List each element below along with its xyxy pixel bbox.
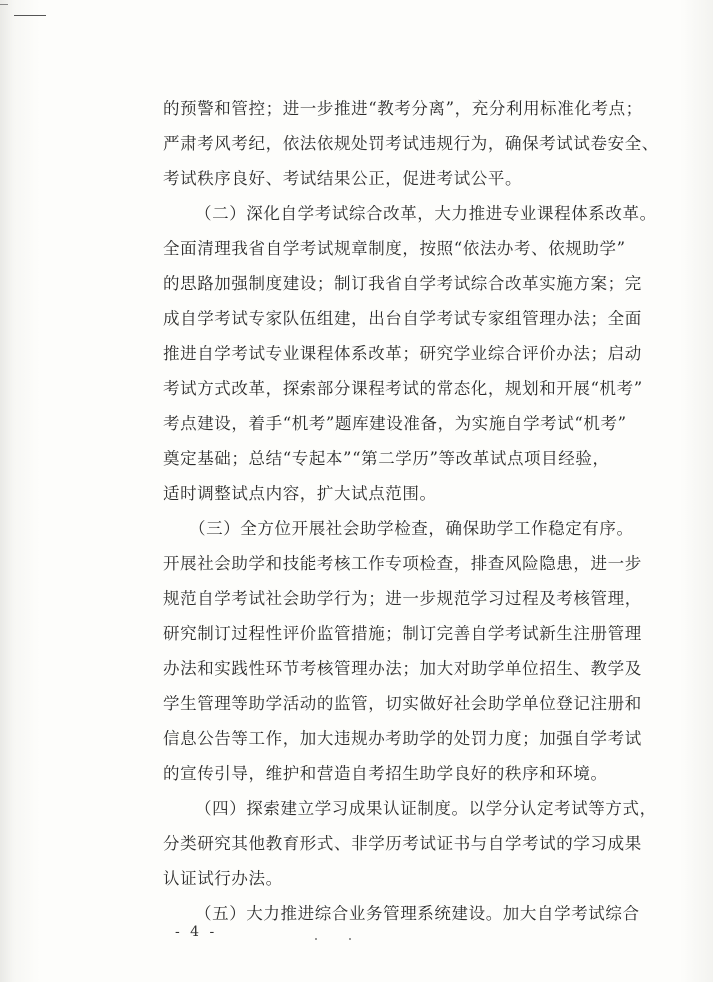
text-line: 认证试行办法。 — [163, 869, 283, 888]
page-number: - 4 - — [175, 924, 218, 940]
text-line: 学生管理等助学活动的监管，切实做好社会助学单位登记注册和 — [163, 694, 642, 713]
scan-artifact-mark — [0, 4, 8, 5]
section-heading-5: （五）大力推进综合业务管理系统建设。加大自学考试综合 — [195, 904, 640, 923]
scan-artifact-line — [14, 15, 46, 16]
text-line: 适时调整试点内容，扩大试点范围。 — [163, 484, 437, 503]
section-heading-4: （四）探索建立学习成果认证制度。以学分认定考试等方式， — [195, 799, 657, 818]
text-line: 开展社会助学和技能考核工作专项检查，排查风险隐患，进一步 — [163, 554, 642, 573]
text-line: 考试秩序良好、考试结果公正，促进考试公平。 — [163, 169, 523, 188]
section-heading-2: （二）深化自学考试综合改革，大力推进专业课程体系改革。 — [195, 204, 657, 223]
text-line: 的思路加强制度建设；制订我省自学考试综合改革实施方案；完 — [163, 274, 642, 293]
text-line: 全面清理我省自学考试规章制度，按照“依法办考、依规助学” — [163, 239, 626, 258]
text-line: 成自学考试专家队伍组建，出台自学考试专家组管理办法；全面 — [163, 309, 642, 328]
text-line: 的宣传引导，维护和营造自考招生助学良好的秩序和环境。 — [163, 764, 608, 783]
text-line: 分类研究其他教育形式、非学历考试证书与自学考试的学习成果 — [163, 834, 642, 853]
text-line: 办法和实践性环节考核管理办法；加大对助学单位招生、教学及 — [163, 659, 642, 678]
text-line: 的预警和管控；进一步推进“教考分离”，充分利用标准化考点； — [163, 99, 643, 118]
text-line: 奠定基础；总结“专起本”“第二学历”等改革试点项目经验， — [163, 449, 610, 468]
text-line: 推进自学考试专业课程体系改革；研究学业综合评价办法；启动 — [163, 344, 642, 363]
text-line: 规范自学考试社会助学行为；进一步规范学习过程及考核管理， — [163, 589, 642, 608]
scan-speck — [315, 938, 317, 940]
text-line: 严肃考风考纪，依法依规处罚考试违规行为，确保考试试卷安全、 — [163, 134, 659, 153]
scan-speck — [349, 938, 351, 940]
body-text — [163, 91, 675, 931]
text-line: 研究制订过程性评价监管措施；制订完善自学考试新生注册管理 — [163, 624, 642, 643]
text-line: 考点建设，着手“机考”题库建设准备，为实施自学考试“机考” — [163, 414, 627, 433]
text-line: 信息公告等工作，加大违规办考助学的处罚力度；加强自学考试 — [163, 729, 642, 748]
section-heading-3: （三）全方位开展社会助学检查，确保助学工作稳定有序。 — [189, 519, 634, 538]
text-line: 考试方式改革，探索部分课程考试的常态化，规划和开展“机考” — [163, 379, 643, 398]
